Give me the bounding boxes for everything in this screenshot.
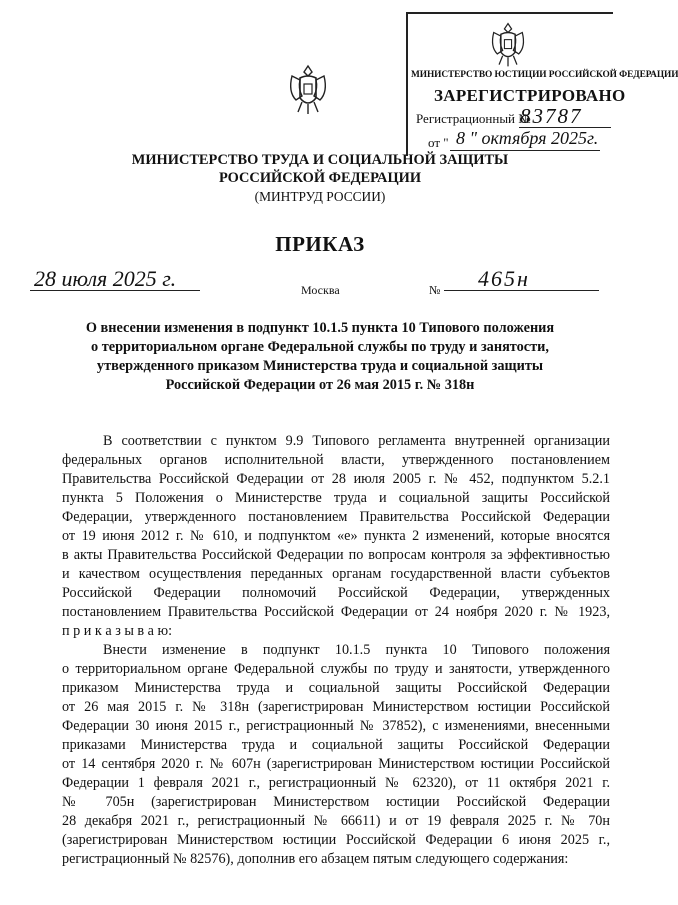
body-paragraph-line: п р и к а з ы в а ю: — [62, 623, 173, 639]
body-paragraph-line: и качеством осуществления переданных органам государственной власти субъектов — [62, 566, 610, 582]
stamp-date-prefix: от " — [428, 135, 449, 150]
stamp-registration-number: 83787 — [520, 104, 583, 128]
order-city: Москва — [301, 283, 340, 297]
subject-line: утвержденного приказом Министерства труда и социальной защиты — [96, 358, 544, 374]
body-paragraph-line: пункта 5 Положения о Министерстве труда и социальной защиты Российской — [62, 490, 610, 506]
body-paragraph-line: (зарегистрирован Министерством юстиции Российской Федерации 6 июня 2025 г., — [62, 832, 610, 848]
body-paragraph-line: от 19 июня 2012 г. № 610, и подпунктом «е» пункта 2 изменений, которые вносятся — [62, 528, 610, 544]
ministry-name-line2: РОССИЙСКОЙ ФЕДЕРАЦИИ — [218, 170, 422, 186]
body-paragraph-line: Правительства Российской Федерации от 28 июля 2005 г. № 452, подпунктом 5.2.1 — [62, 471, 610, 487]
document-title: ПРИКАЗ — [275, 232, 365, 256]
body-paragraph-line: В соответствии с пунктом 9.9 Типового регламента внутренней организации — [103, 433, 610, 449]
body-paragraph-line: Федерации 30 июня 2015 г., регистрационный № 37852), с изменениями, внесенными — [62, 718, 610, 734]
body-paragraph-line: Внести изменение в подпункт 10.1.5 пункта 10 Типового положения — [103, 642, 610, 658]
russian-coat-of-arms-emblem — [286, 62, 330, 118]
body-paragraph-line: от 26 мая 2015 г. № 318н (зарегистрирован Министерством юстиции Российской — [62, 699, 610, 715]
body-paragraph-line: о территориальном органе Федеральной службы по труду и занятости, утвержденного — [62, 661, 610, 677]
body-paragraph-line: Федерации, утвержденного постановлением Правительства Российской Федерации — [62, 509, 610, 525]
body-paragraph-line: приказами Министерства труда и социальной защиты Российской Федерации — [62, 737, 610, 753]
order-number-handwritten: 465н — [478, 266, 530, 291]
body-paragraph-line: Российской Федерации полномочий Российской Федерации, утвержденных — [62, 585, 610, 601]
stamp-ministry-name: МИНИСТЕРСТВО ЮСТИЦИИ РОССИЙСКОЙ ФЕДЕРАЦИИ — [411, 70, 678, 80]
body-paragraph-line: Федерации 1 февраля 2021 г., регистрационный № 62320), от 11 октября 2021 г. — [62, 775, 610, 791]
body-paragraph-line: от 14 сентября 2020 г. № 607н (зарегистрирован Министерством юстиции Российской — [62, 756, 610, 772]
body-paragraph-line: № 705н (зарегистрирован Министерством юстиции Российской Федерации — [62, 794, 610, 810]
subject-line: о территориальном органе Федеральной службы по труду и занятости, — [91, 339, 549, 355]
subject-line: О внесении изменения в подпункт 10.1.5 пункта 10 Типового положения — [85, 320, 555, 336]
order-date-underline — [30, 290, 200, 291]
stamp-date-underline — [450, 150, 600, 151]
body-paragraph-line: приказом Министерства труда и социальной защиты Российской Федерации — [62, 680, 610, 696]
stamp-registration-label: Регистрационный № — [416, 111, 531, 126]
body-paragraph-line: постановлением Правительства Российской Федерации от 24 ноября 2020 г. № 1923, — [62, 604, 610, 620]
order-date-handwritten: 28 июля 2025 г. — [34, 266, 177, 291]
body-paragraph-line: регистрационный № 82576), дополнив его абзацем пятым следующего содержания: — [62, 851, 569, 867]
stamp-date-handwritten: 8 " октября 2025г. — [456, 128, 599, 148]
body-paragraph-line: 28 декабря 2021 г., регистрационный № 66611) и от 19 февраля 2025 г. № 70н — [62, 813, 610, 829]
ministry-name-line1: МИНИСТЕРСТВО ТРУДА И СОЦИАЛЬНОЙ ЗАЩИТЫ — [131, 152, 509, 168]
order-number-underline — [444, 290, 599, 291]
body-paragraph-line: в акты Правительства Российской Федерации по вопросам контроля за эффективностью — [62, 547, 610, 563]
order-number-sign: № — [429, 283, 441, 297]
ministry-short-name: (МИНТРУД РОССИИ) — [254, 189, 386, 204]
subject-line: Российской Федерации от 26 мая 2015 г. № 318н — [165, 377, 475, 393]
stamp-registered-label: ЗАРЕГИСТРИРОВАНО — [434, 86, 626, 105]
body-paragraph-line: федеральных органов исполнительной власти, утвержденного постановлением — [62, 452, 610, 468]
